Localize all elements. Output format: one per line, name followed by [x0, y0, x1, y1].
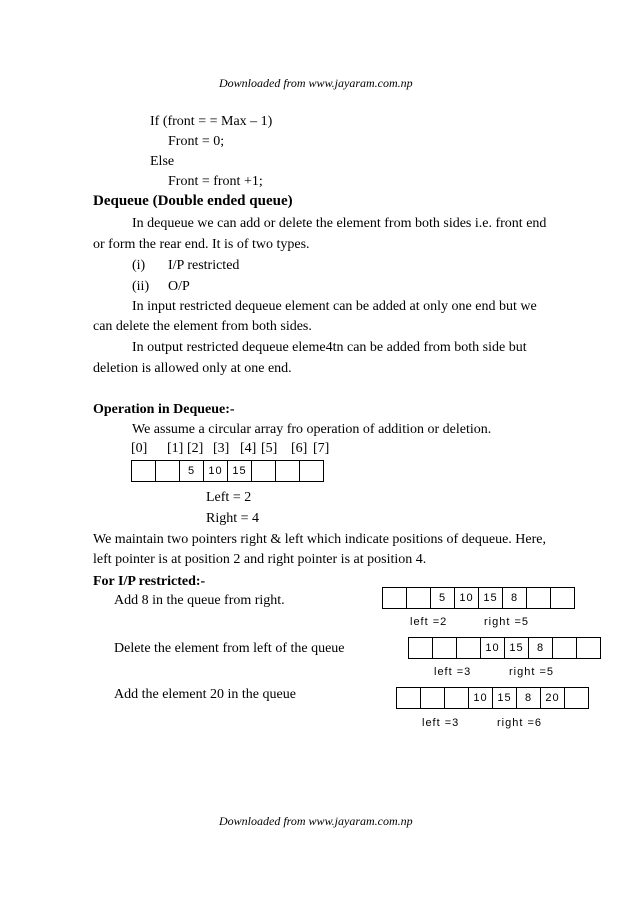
array-cell: 20	[541, 688, 565, 708]
array-cell	[156, 461, 180, 481]
ip-restricted-heading: For I/P restricted:-	[93, 574, 206, 589]
right-pointer-text: Right = 4	[206, 511, 260, 526]
dequeue-para-2a: In input restricted dequeue element can be added at only one end but we	[132, 299, 537, 314]
array-cell	[132, 461, 156, 481]
array-cell: 15	[228, 461, 252, 481]
array-index-6: [6]	[291, 441, 308, 456]
dequeue-para-1b: or form the rear end. It is of two types.	[93, 237, 310, 252]
array-index-2: [2]	[187, 441, 204, 456]
code-line-3: Else	[150, 154, 175, 169]
array-cell: 8	[503, 588, 527, 608]
step-1-label: Add 8 in the queue from right.	[114, 593, 285, 608]
dequeue-para-3a: In output restricted dequeue eleme4tn can be added from both side but	[132, 340, 527, 355]
array-cell: 15	[505, 638, 529, 658]
array-index-0: [0]	[131, 441, 148, 456]
array-cell	[445, 688, 469, 708]
array-cell	[300, 461, 324, 481]
array-cell	[409, 638, 433, 658]
operation-heading: Operation in Dequeue:-	[93, 402, 235, 417]
step-3-right: right =6	[497, 717, 542, 729]
array-index-7: [7]	[313, 441, 330, 456]
array-index-5: [5]	[261, 441, 278, 456]
array-cell	[276, 461, 300, 481]
array-index-4: [4]	[240, 441, 257, 456]
array-cell	[383, 588, 407, 608]
array-cell	[397, 688, 421, 708]
code-line-1: If (front = = Max – 1)	[150, 114, 273, 129]
step-3-left: left =3	[422, 717, 460, 729]
array-index-1: [1]	[167, 441, 184, 456]
type-1-label: I/P restricted	[168, 258, 240, 273]
array-cell	[252, 461, 276, 481]
type-1-number: (i)	[132, 258, 146, 273]
type-2-label: O/P	[168, 279, 190, 294]
page-footer: Downloaded from www.jayaram.com.np	[219, 814, 413, 828]
dequeue-para-1a: In dequeue we can add or delete the element from both sides i.e. front end	[132, 216, 547, 231]
step-2-label: Delete the element from left of the queue	[114, 641, 345, 656]
array-cell	[433, 638, 457, 658]
array-cell	[457, 638, 481, 658]
step-3-label: Add the element 20 in the queue	[114, 687, 296, 702]
array-cell: 5	[431, 588, 455, 608]
step-3-array	[396, 687, 589, 709]
array-cell: 10	[469, 688, 493, 708]
step-2-left: left =3	[434, 666, 472, 678]
page-header: Downloaded from www.jayaram.com.np	[219, 76, 413, 90]
step-1-left: left =2	[410, 616, 448, 628]
array-cell	[551, 588, 575, 608]
step-2-right: right =5	[509, 666, 554, 678]
array-cell: 5	[180, 461, 204, 481]
array-cell: 15	[479, 588, 503, 608]
array-cell: 8	[529, 638, 553, 658]
step-1-array	[382, 587, 575, 609]
code-line-2: Front = 0;	[168, 134, 225, 149]
array-cell	[565, 688, 589, 708]
array-cell	[577, 638, 601, 658]
array-cell: 10	[455, 588, 479, 608]
array-cell: 8	[517, 688, 541, 708]
operation-para-2b: left pointer is at position 2 and right pointer is at position 4.	[93, 552, 427, 567]
left-pointer-text: Left = 2	[206, 490, 252, 505]
array-cell: 10	[481, 638, 505, 658]
operation-para-1: We assume a circular array fro operation of addition or deletion.	[132, 422, 492, 437]
dequeue-para-2b: can delete the element from both sides.	[93, 319, 312, 334]
array-cell	[527, 588, 551, 608]
array-index-3: [3]	[213, 441, 230, 456]
code-line-4: Front = front +1;	[168, 174, 263, 189]
array-cell	[421, 688, 445, 708]
step-1-right: right =5	[484, 616, 529, 628]
step-2-array	[408, 637, 601, 659]
array-cell	[407, 588, 431, 608]
operation-para-2a: We maintain two pointers right & left which indicate positions of dequeue. Here,	[93, 532, 546, 547]
array-cell: 15	[493, 688, 517, 708]
array-cell	[553, 638, 577, 658]
array-initial	[131, 460, 324, 482]
dequeue-heading: Dequeue (Double ended queue)	[93, 193, 293, 209]
dequeue-para-3b: deletion is allowed only at one end.	[93, 361, 292, 376]
array-cell: 10	[204, 461, 228, 481]
type-2-number: (ii)	[132, 279, 150, 294]
